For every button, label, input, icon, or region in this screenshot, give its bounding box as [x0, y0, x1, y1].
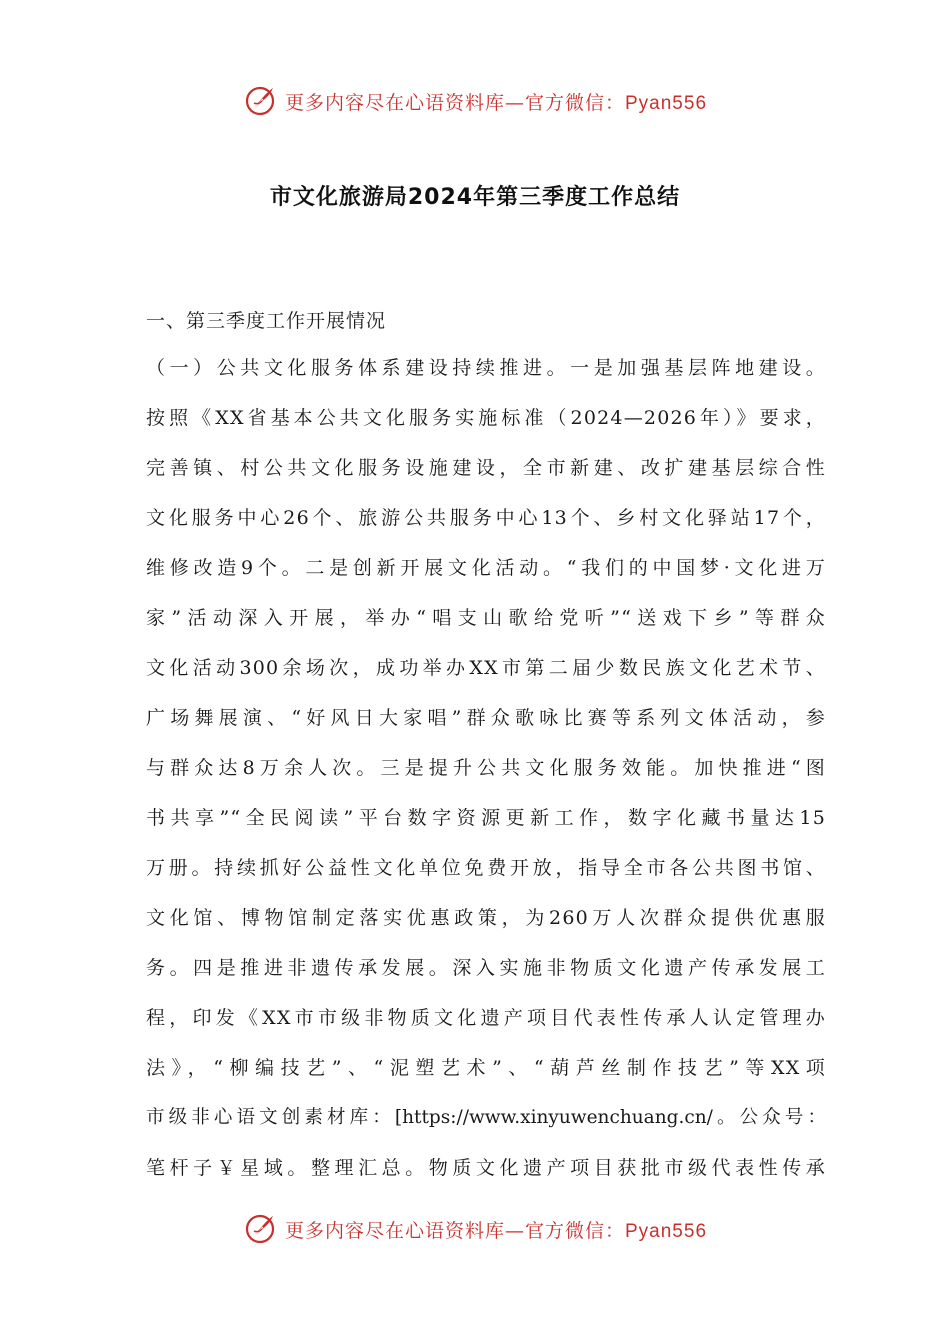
- wechat-id: Pyan556: [625, 92, 708, 114]
- paragraph-line: 法》，“柳编技艺”、“泥塑艺术”、“葫芦丝制作技艺”等XX项: [146, 1057, 826, 1079]
- paragraph-line: 文化馆、博物馆制定落实优惠政策，为260万人次群众提供优惠服: [146, 907, 826, 929]
- paragraph-line: 按照《XX省基本公共文化服务实施标准（2024—2026年）》要求，: [146, 407, 826, 429]
- paragraph-line: 广场舞展演、“好风日大家唱”群众歌咏比赛等系列文体活动，参: [146, 707, 826, 729]
- header-banner: [0, 84, 950, 118]
- paragraph-line: 笔杆子￥星域。整理汇总。物质文化遗产项目获批市级代表性传承: [146, 1157, 826, 1179]
- paragraph-line: 书共享”“全民阅读”平台数字资源更新工作，数字化藏书量达15: [146, 807, 826, 829]
- paragraph-line: 文化活动300余场次，成功举办XX市第二届少数民族文化艺术节、: [146, 657, 826, 679]
- paragraph-line: 程，印发《XX市市级非物质文化遗产项目代表性传承人认定管理办: [146, 1007, 826, 1029]
- quill-logo-icon: [243, 1212, 277, 1246]
- paragraph-line: 文化服务中心26个、旅游公共服务中心13个、乡村文化驿站17个，: [146, 507, 826, 529]
- wechat-id: Pyan556: [625, 1220, 708, 1242]
- paragraph-line: 维修改造9个。二是创新开展文化活动。“我们的中国梦·文化进万: [146, 557, 826, 579]
- paragraph-line: 万册。持续抓好公益性文化单位免费开放，指导全市各公共图书馆、: [146, 857, 826, 879]
- paragraph-line: 市级非心语文创素材库：[https://www.xinyuwenchuang.cn/。公众号：: [146, 1107, 826, 1128]
- document-title: 市文化旅游局2024年第三季度工作总结: [269, 185, 681, 210]
- banner-text: 更多内容尽在心语资料库—官方微信：Pyan556: [284, 1219, 708, 1242]
- quill-logo-icon: [243, 84, 277, 118]
- banner-text: 更多内容尽在心语资料库—官方微信：Pyan556: [284, 91, 708, 114]
- document-body: [146, 346, 826, 1196]
- paragraph-line: 完善镇、村公共文化服务设施建设，全市新建、改扩建基层综合性: [146, 457, 826, 479]
- section-heading: 一、第三季度工作开展情况: [146, 310, 387, 332]
- paragraph-line: 与群众达8万余人次。三是提升公共文化服务效能。加快推进“图: [146, 757, 826, 779]
- paragraph-line: 务。四是推进非遗传承发展。深入实施非物质文化遗产传承发展工: [146, 957, 826, 979]
- paragraph-line: （一）公共文化服务体系建设持续推进。一是加强基层阵地建设。: [146, 357, 826, 379]
- paragraph-line: 家”活动深入开展，举办“唱支山歌给党听”“送戏下乡”等群众: [146, 607, 826, 629]
- footer-banner: [0, 1212, 950, 1246]
